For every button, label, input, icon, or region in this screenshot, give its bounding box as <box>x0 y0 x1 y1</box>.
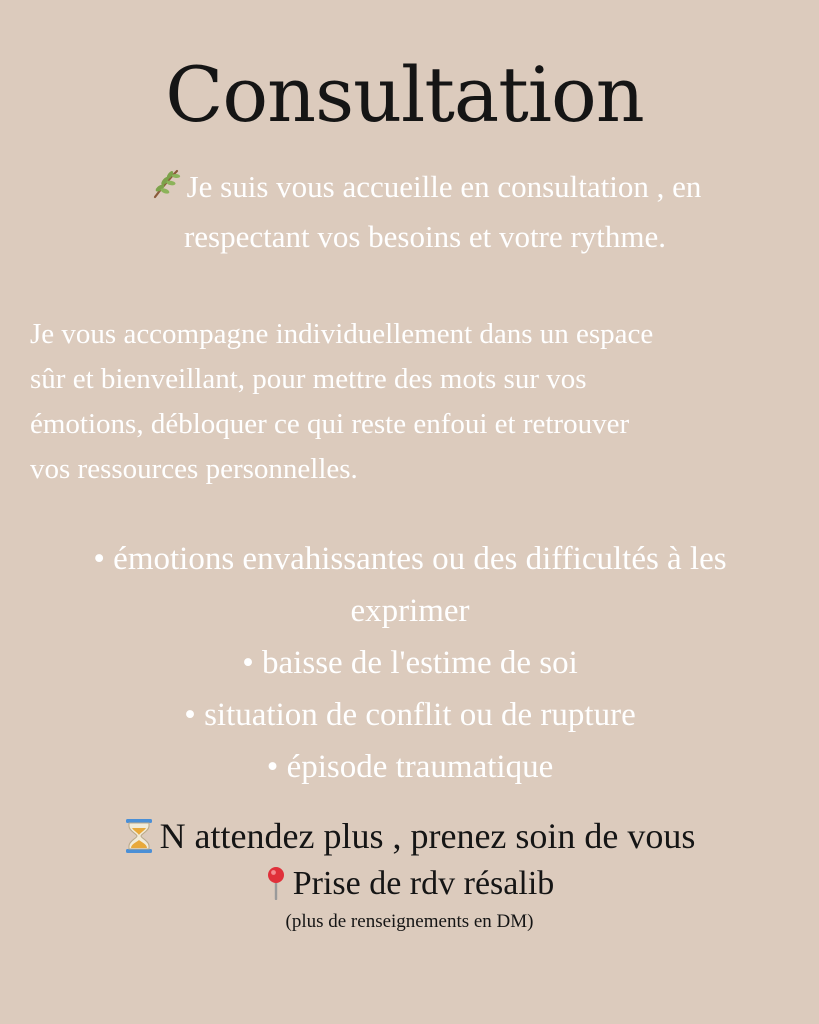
bullet-item-conflict: • situation de conflit ou de rupture <box>184 697 636 733</box>
bullet-list <box>0 533 819 793</box>
intro-line-1-text: Je suis vous accueille en consultation , en <box>186 169 702 204</box>
bullet-item-trauma: • épisode traumatique <box>266 749 554 785</box>
bullet-item-emotions-cont: exprimer <box>350 593 470 629</box>
hourglass-icon <box>124 818 154 854</box>
description-paragraph <box>30 312 815 492</box>
paragraph-line: vos ressources personnelles. <box>30 453 358 485</box>
page-title: Consultation <box>165 50 644 139</box>
intro-text <box>40 162 810 262</box>
intro-line-1 <box>40 162 810 212</box>
bullet-item-self-esteem: • baisse de l'estime de soi <box>242 645 578 681</box>
cta-note: (plus de renseignements en DM) <box>285 911 534 932</box>
olive-branch-icon <box>149 167 183 201</box>
paragraph-line: sûr et bienveillant, pour mettre des mots sur vos <box>30 363 587 395</box>
call-to-action <box>0 810 819 938</box>
cta-line-1-text: N attendez plus , prenez soin de vous <box>159 816 696 856</box>
cta-line-2 <box>0 862 819 906</box>
cta-line-1 <box>0 810 819 862</box>
intro-line-2: respectant vos besoins et votre rythme. <box>183 219 667 254</box>
pin-icon <box>265 866 287 900</box>
bullet-item-emotions: • émotions envahissantes ou des difficultés à les <box>93 541 727 577</box>
paragraph-line: émotions, débloquer ce qui reste enfoui et retrouver <box>30 408 630 440</box>
paragraph-line: Je vous accompagne individuellement dans un espace <box>30 318 654 350</box>
cta-line-2-text: Prise de rdv résalib <box>292 865 555 902</box>
